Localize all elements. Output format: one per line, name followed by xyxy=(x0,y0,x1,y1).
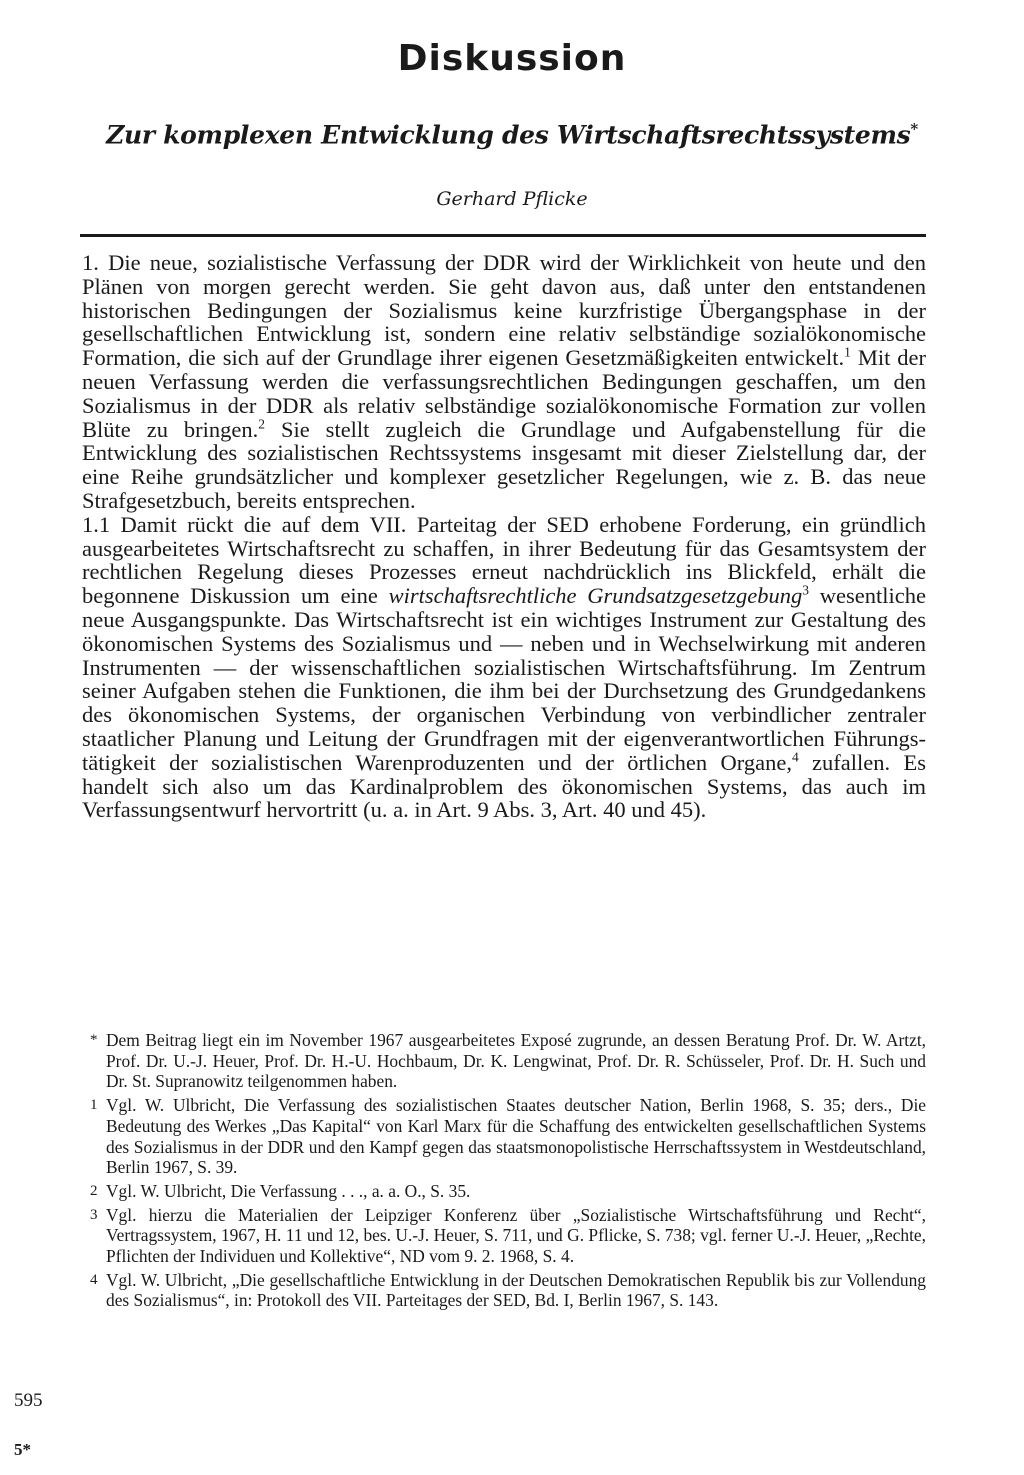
header-rule xyxy=(80,234,926,237)
footnotes xyxy=(90,1030,926,1314)
title-footnote-mark: * xyxy=(910,120,918,138)
footnote-text: Vgl. W. Ulbricht, „Die gesellschaftliche Entwicklung in der Deutschen Demokratischen Republik bis zur Vollendung des Sozialismus“, in: Protokoll des VII. Parteitages der SED, Bd. I, Berlin 1967, S. 143. xyxy=(106,1269,926,1311)
footnote-ref-2: 2 xyxy=(258,416,266,432)
paragraph-2-italic: wirtschaftsrechtliche Grundsatzgesetzgebung xyxy=(388,583,803,609)
footnote-mark: 3 xyxy=(90,1206,98,1223)
footnote xyxy=(90,1270,926,1311)
paragraph-2 xyxy=(82,513,926,822)
footnote xyxy=(90,1095,926,1178)
paragraph-1-part-b: Mit der neuen Verfassung werden die verfassungsrechtlichen Bedingungen geschaffen, um den Sozialismus in der DDR als relativ selbständige sozialökonomische Formation zur vollen Blüte zu bringen. xyxy=(82,345,926,442)
footnote-mark: 2 xyxy=(90,1182,98,1199)
footnote-text: Vgl. W. Ulbricht, Die Verfassung . . ., a. a. O., S. 35. xyxy=(106,1180,471,1201)
footnote-ref-1: 1 xyxy=(844,344,851,360)
footnote xyxy=(90,1181,926,1202)
article-title xyxy=(80,120,944,149)
paragraph-1-part-a: 1. Die neue, sozialistische Verfassung der DDR wird der Wirklichkeit von heute und den Plänen von morgen gerecht werden. Sie geht davon aus, daß unter den entstandenen historischen Bedingungen der Sozialismus keine kurzfristige Übergangsphase in der gesellschaftlichen Entwicklung ist, sondern eine relativ selbständige sozialökonomische Formation, die sich auf der Grundlage ihrer eigenen Gesetzmäßigkeiten entwickelt. xyxy=(82,250,926,371)
signature-mark: 5* xyxy=(14,1440,31,1459)
article-body xyxy=(82,251,926,822)
footnote xyxy=(90,1205,926,1267)
page-number: 595 xyxy=(14,1390,43,1411)
footnote-mark: 4 xyxy=(90,1271,98,1288)
footnote-text: Vgl. W. Ulbricht, Die Verfassung des sozialistischen Staates deutscher Nation, Berlin 1968, S. 35; ders., Die Bedeutung des Werkes „Das Kapital“ von Karl Marx für die Schaffung des entwickelten gesellschaftlichen Systems des Sozialismus in der DDR und den Kampf gegen das staatsmonopolistische Herrschaftssystem in Westdeutschland, Berlin 1967, S. 39. xyxy=(106,1095,926,1178)
section-title: Diskussion xyxy=(397,38,627,79)
paragraph-2-part-a: 1.1 Damit rückt die auf dem VII. Parteitag der SED erhobene Forderung, ein gründlich ausgearbeitetes Wirtschaftsrecht zu schaffen, in ihrer Bedeutung für das Gesamtsystem der rechtlichen Regelung dieses Prozesses erneut nachdrücklich ins Blickfeld, erhält die begonnene Diskussion um eine xyxy=(82,511,926,609)
article-title-text: Zur komplexen Entwicklung des Wirtschaftsrechtssystems xyxy=(106,120,911,150)
footnote-ref-3: 3 xyxy=(802,582,810,598)
footnote-text: Vgl. hierzu die Materialien der Leipziger Konferenz über „Sozialistische Wirtschaftsführung und Recht“, Vertragssystem, 1967, H. 11 und 12, bes. U.-J. Heuer, S. 711, und G. Pflicke, S. 738; vgl. ferner U.-J. Heuer, „Rechte, Pflichten der Individuen und Kollektive“, ND vom 9. 2. 1968, S. 4. xyxy=(106,1204,926,1267)
footnote xyxy=(90,1030,926,1092)
paragraph-1 xyxy=(82,251,926,513)
footnote-mark: * xyxy=(90,1032,98,1048)
footnote-text: Dem Beitrag liegt ein im November 1967 ausgearbeitetes Exposé zugrunde, an dessen Beratung Prof. Dr. W. Artzt, Prof. Dr. U.-J. Heuer, Prof. Dr. H.-U. Hochbaum, Dr. K. Lengwinat, Prof. Dr. R. Schüsseler, Prof. Dr. H. Such und Dr. St. Supranowitz teilgenommen haben. xyxy=(106,1030,926,1092)
paragraph-2-part-c: zufallen. Es handelt sich also um das Kardinalproblem des ökonomischen Systems, das auch im Verfassungsentwurf hervortritt (u. a. in Art. 9 Abs. 3, Art. 40 und 45). xyxy=(82,749,926,823)
paragraph-2-part-b: wesentliche neue Ausgangspunkte. Das Wirtschaftsrecht ist ein wichtiges Instrument zur Gestaltung des ökonomischen Systems des Sozialismus und — neben und in Wechselwirkung mit anderen Instrumenten — der wissenschaftlichen sozialistischen Wirtschaftsführung. Im Zentrum seiner Aufgaben stehen die Funktionen, die ihm bei der Durchsetzung des Grundgedankens des ökonomischen Systems, der organischen Verbindung von verbindlicher zentraler staatlicher Planung und Leitung der Grundfragen mit der eigenverantwortlichen Führungstätigkeit der sozialistischen Warenproduzenten und der örtlichen Organe, xyxy=(82,583,926,775)
author-name: Gerhard Pflicke xyxy=(436,188,588,210)
paragraph-1-part-c: Sie stellt zugleich die Grundlage und Aufgabenstellung für die Entwicklung des sozialistischen Rechtssystems insgesamt mit dieser Zielstellung dar, der eine Reihe grundsätzlicher und komplexer gesetzlicher Regelungen, wie z. B. das neue Strafgesetzbuch, bereits entsprechen. xyxy=(82,416,927,513)
footnote-ref-4: 4 xyxy=(791,749,799,765)
footnote-mark: 1 xyxy=(90,1097,98,1114)
